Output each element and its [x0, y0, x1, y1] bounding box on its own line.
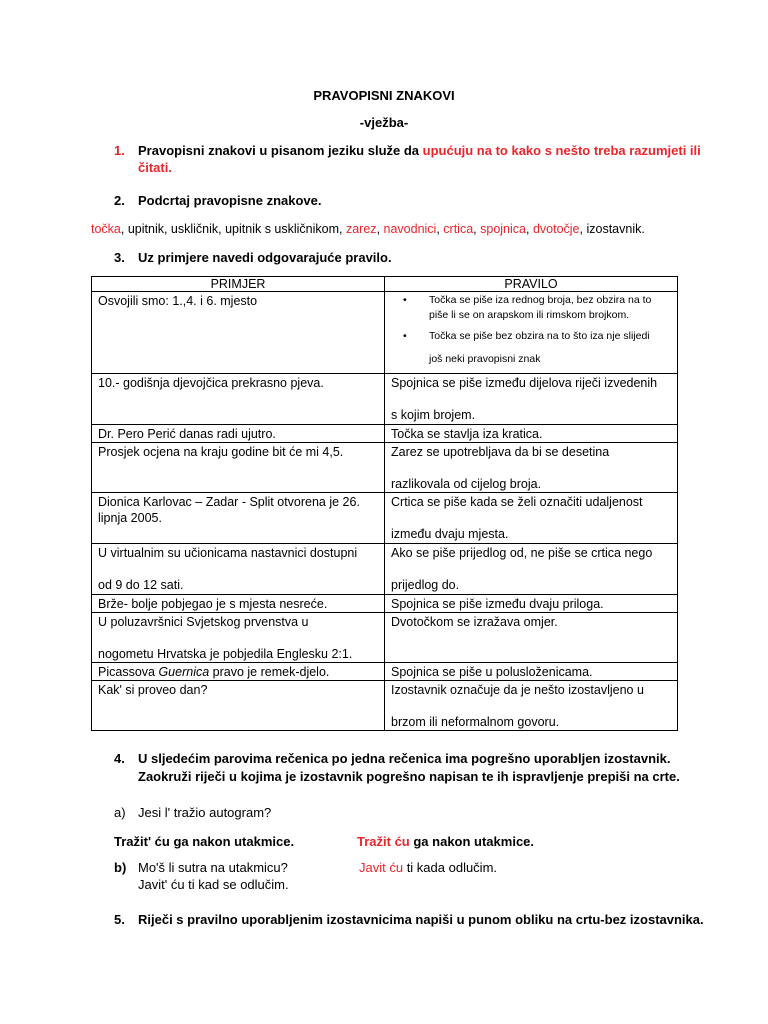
- example-text: Picassova: [98, 665, 159, 679]
- task-2-text: Podcrtaj pravopisne znakove.: [138, 193, 322, 208]
- example-text: 10.- godišnja djevojčica prekrasno pjeva.: [98, 376, 324, 390]
- exercise-a-line2: Tražit' ću ga nakon utakmice.: [114, 834, 295, 849]
- table-row: [92, 374, 678, 425]
- rule-cell: [385, 595, 678, 613]
- task-2-number: 2.: [114, 193, 125, 208]
- answer-crtica: crtica: [443, 222, 474, 236]
- rule-cell: [385, 374, 678, 425]
- rule-text: prijedlog do.: [391, 578, 460, 592]
- example-text: Dr. Pero Perić danas radi ujutro.: [98, 427, 276, 441]
- table-row: [92, 663, 678, 681]
- rule-cell: [385, 443, 678, 493]
- rule-text: razlikovala od cijelog broja.: [391, 477, 542, 491]
- exercise-a-line1: Jesi l' tražio autogram?: [138, 805, 272, 820]
- exercise-a-label: a): [114, 805, 126, 820]
- table-header-row: [92, 277, 678, 292]
- rule-cell: [385, 663, 678, 681]
- task-5-text: Riječi s pravilno uporabljenim izostavnicima napiši u punom obliku na crtu-bez izostavnika.: [138, 912, 704, 927]
- header-primjer: PRIMJER: [92, 277, 385, 292]
- rules-table: [91, 276, 678, 731]
- example-cell: [92, 443, 385, 493]
- rule-cell: [385, 493, 678, 544]
- task-4-text-line1: U sljedećim parovima rečenica po jedna rečenica ima pogrešno uporabljen izostavnik.: [138, 751, 671, 766]
- example-text: U poluzavršnici Svjetskog prvenstva u: [98, 615, 309, 629]
- rule-text: Dvotočkom se izražava omjer.: [391, 615, 558, 629]
- table-row: [92, 595, 678, 613]
- table-row: [92, 544, 678, 595]
- answer-sep-2: ,: [436, 222, 444, 236]
- table-row: [92, 425, 678, 443]
- answer-plain-2: , izostavnik.: [579, 222, 645, 236]
- answer-sep-4: ,: [526, 222, 533, 236]
- rule-text: brzom ili neformalnom govoru.: [391, 715, 560, 729]
- task-1-text: [138, 143, 701, 158]
- rule-cell: [385, 681, 678, 731]
- exercise-b-answer-rest: ti kada odlučim.: [403, 860, 498, 875]
- page-subtitle: -vježba-: [359, 115, 409, 130]
- example-cell: [92, 292, 385, 374]
- exercise-b-line1: Mo'š li sutra na utakmicu?: [138, 860, 288, 875]
- example-text: Dionica Karlovac – Zadar - Split otvorena je 26.: [98, 495, 360, 509]
- task-1-number: 1.: [114, 143, 125, 158]
- table-row: [92, 613, 678, 663]
- exercise-b-line2: Javit' ću ti kad se odlučim.: [138, 877, 289, 892]
- table-row: [92, 292, 678, 374]
- rule-text: piše li se on arapskom ili rimskom brojkom.: [429, 309, 630, 321]
- header-pravilo: PRAVILO: [385, 277, 678, 292]
- rule-text: Točka se stavlja iza kratica.: [391, 427, 543, 441]
- task-3-text: Uz primjere navedi odgovarajuće pravilo.: [138, 250, 392, 265]
- task-4-text-line2: Zaokruži riječi u kojima je izostavnik pogrešno napisan te ih ispravljenje prepiši na crte.: [138, 769, 680, 784]
- rule-cell: [385, 292, 678, 374]
- answer-zarez: zarez: [345, 222, 377, 236]
- rule-text: Spojnica se piše u polusloženicama.: [391, 665, 593, 679]
- table-row: [92, 681, 678, 731]
- task-3-number: 3.: [114, 250, 125, 265]
- example-text: nogometu Hrvatska je pobjedila Englesku 2:1.: [98, 647, 353, 661]
- table-row: [92, 493, 678, 544]
- example-text: Brže- bolje pobjegao je s mjesta nesreće.: [98, 597, 328, 611]
- rule-cell: [385, 425, 678, 443]
- answer-tocka: točka: [91, 222, 121, 236]
- answer-sep-3: ,: [473, 222, 481, 236]
- task-5-number: 5.: [114, 912, 125, 927]
- answer-dvotocje: dvotočje: [532, 222, 580, 236]
- exercise-b-label: b): [114, 860, 127, 875]
- example-cell: [92, 374, 385, 425]
- answer-plain-1: , upitnik, uskličnik, upitnik s uskličnikom,: [120, 222, 346, 236]
- rule-text: Zarez se upotrebljava da bi se desetina: [391, 445, 610, 459]
- rule-text: između dvaju mjesta.: [391, 527, 509, 541]
- answer-navodnici: navodnici: [383, 222, 437, 236]
- example-cell: [92, 681, 385, 731]
- task-1-text-main: Pravopisni znakovi u pisanom jeziku služe da: [138, 143, 423, 158]
- bullet-icon: •: [403, 330, 407, 342]
- exercise-a-answer: [357, 834, 534, 849]
- rule-text: Izostavnik označuje da je nešto izostavljeno u: [391, 683, 644, 697]
- rule-text: Crtica se piše kada se želi označiti udaljenost: [391, 495, 643, 509]
- rule-text: Točka se piše bez obzira na to što iza nje slijedi: [429, 330, 650, 342]
- example-text: Prosjek ocjena na kraju godine bit će mi 4,5.: [98, 445, 344, 459]
- exercise-a-answer-correction: Tražit ću: [357, 834, 410, 849]
- task-1-answer: upućuju na to kako s nešto treba razumjeti ili: [422, 143, 701, 158]
- example-text: lipnja 2005.: [98, 511, 162, 525]
- example-cell: [92, 663, 385, 681]
- example-text: Osvojili smo: 1.,4. i 6. mjesto: [98, 294, 258, 308]
- answer-sep-1: ,: [376, 222, 384, 236]
- example-text: Kak' si proveo dan?: [98, 683, 208, 697]
- rule-text: Ako se piše prijedlog od, ne piše se crtica nego: [391, 546, 653, 560]
- task-4-number: 4.: [114, 751, 125, 766]
- example-text: pravo je remek-djelo.: [209, 665, 330, 679]
- rule-text: Spojnica se piše između dvaju priloga.: [391, 597, 604, 611]
- answer-spojnica: spojnica: [480, 222, 526, 236]
- example-text: od 9 do 12 sati.: [98, 578, 184, 592]
- table-row: [92, 443, 678, 493]
- exercise-b-answer-correction: Javit ću: [359, 860, 404, 875]
- example-cell: [92, 613, 385, 663]
- example-cell: [92, 595, 385, 613]
- exercise-a-answer-rest: ga nakon utakmice.: [409, 834, 535, 849]
- rule-bullet-1: [391, 293, 671, 323]
- example-cell: [92, 493, 385, 544]
- rule-text: Točka se piše iza rednog broja, bez obzira na to: [429, 294, 652, 306]
- example-cell: [92, 544, 385, 595]
- bullet-icon: •: [403, 294, 407, 306]
- rule-text: još neki pravopisni znak: [429, 353, 541, 365]
- exercise-b-answer: [359, 860, 497, 875]
- page-title: PRAVOPISNI ZNAKOVI: [313, 88, 455, 103]
- rule-cell: [385, 613, 678, 663]
- example-text: U virtualnim su učionicama nastavnici dostupni: [98, 546, 358, 560]
- rule-text: Spojnica se piše između dijelova riječi izvedenih: [391, 376, 658, 390]
- example-italic-text: Guernica: [158, 665, 210, 679]
- rule-text: s kojim brojem.: [391, 408, 476, 422]
- rule-bullet-2: [391, 329, 671, 367]
- task-1-answer-cont: čitati.: [138, 160, 172, 175]
- rule-cell: [385, 544, 678, 595]
- example-cell: [92, 425, 385, 443]
- task-2-answer-line: [91, 222, 645, 236]
